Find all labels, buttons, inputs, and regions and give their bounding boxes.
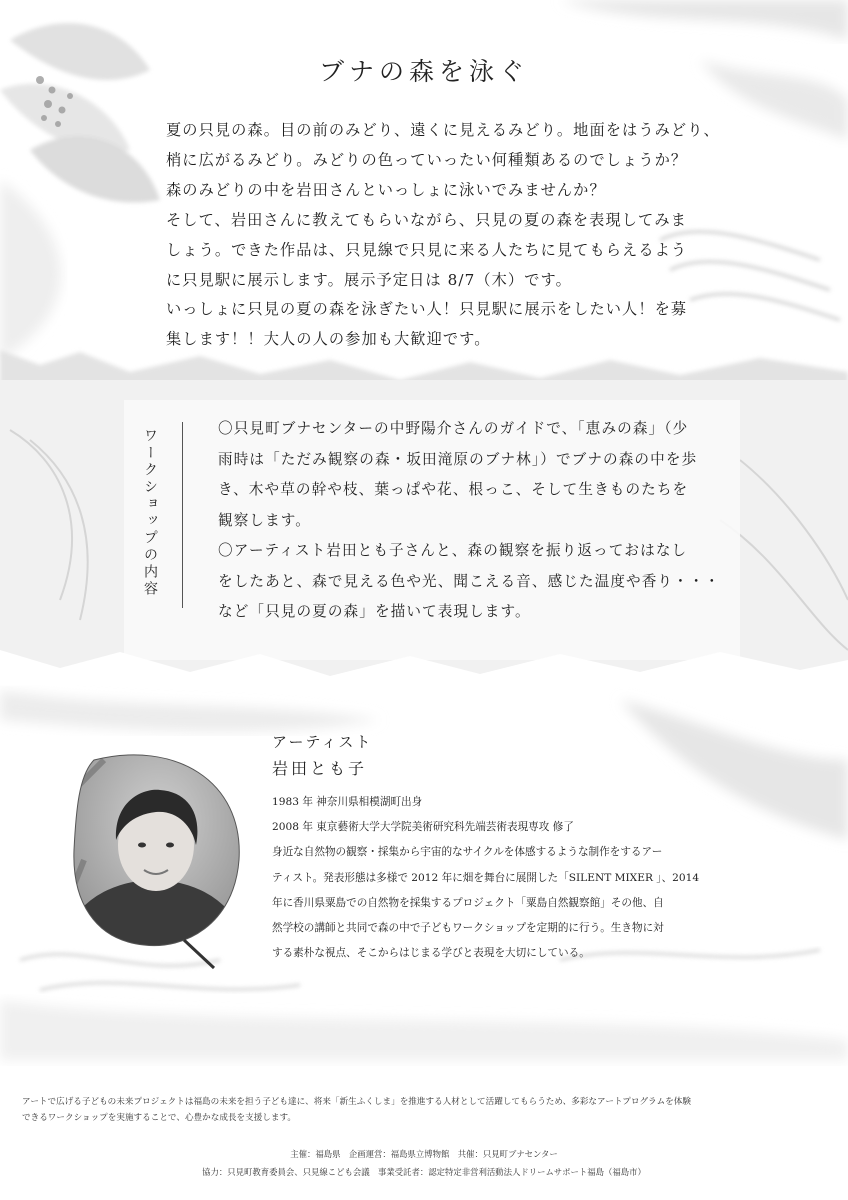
intro-line: 集します！！大人の人の参加も大歓迎です。 <box>166 330 491 349</box>
intro-line: そして、岩田さんに教えてもらいながら、只見の夏の森を表現してみま <box>166 210 687 229</box>
workshop-divider <box>182 422 183 608</box>
bio-line: 2008 年 東京藝術大学大学院美術研究科先端芸術表現専攻 修了 <box>272 821 574 834</box>
workshop-line: き、木や草の幹や枝、葉っぱや花、根っこ、そして生きものたちを <box>218 481 689 498</box>
organizer-credit: 主催：福島県 企画運営：福島県立博物館 共催：只見町ブナセンター <box>290 1149 558 1159</box>
workshop-body <box>218 414 728 628</box>
bio-line: ティスト。発表形態は多様で 2012 年に畑を舞台に展開した「SILENT MIXER 」、2014 <box>272 871 700 884</box>
intro-line: 夏の只見の森。目の前のみどり、遠くに見えるみどり。地面をはうみどり、 <box>166 121 720 139</box>
workshop-line: 観察します。 <box>218 511 311 529</box>
intro-line: しょう。できた作品は、只見線で只見に来る人たちに見てもらえるよう <box>166 240 688 259</box>
intro-line: に只見駅に展示します。展示予定日は 8/7（木）です。 <box>166 270 572 289</box>
cooperation-credit: 協力：只見町教育委員会、只見線こども会議 事業受託者：認定特定非営利活動法人ドリームサポート福島（福島市） <box>202 1167 646 1177</box>
footer-description <box>22 1094 830 1126</box>
artist-name: 岩田とも子 <box>272 759 368 778</box>
bio-line: 1983 年 神奈川県相模湖町出身 <box>272 796 423 808</box>
workshop-line: をしたあと、森で見える色や光、聞こえる音、感じた温度や香り・・・ <box>218 572 721 590</box>
bio-line: する素朴な視点、そこからはじまる学びと表現を大切にしている。 <box>272 947 590 960</box>
intro-line: 梢に広がるみどり。みどりの色っていったい何種類あるのでしょうか？ <box>166 150 688 169</box>
workshop-line: など「只見の夏の森」を描いて表現します。 <box>218 603 531 620</box>
intro-line: いっしょに只見の夏の森を泳ぎたい人！只見駅に展示をしたい人！を募 <box>166 300 688 319</box>
artist-role: アーティスト <box>272 733 373 751</box>
artist-bio <box>272 790 732 966</box>
intro-text <box>166 116 726 355</box>
page-title: ブナの森を泳ぐ <box>318 57 529 86</box>
workshop-line: 〇アーティスト岩田とも子さんと、森の観察を振り返っておはなし <box>218 542 688 559</box>
bio-line: 身近な自然物の観察・採集から宇宙的なサイクルを体感するような制作をするアー <box>272 846 663 859</box>
bio-line: 年に香川県粟島での自然物を採集するプロジェクト「粟島自然観察館」その他、自 <box>272 896 664 909</box>
artist-photo <box>64 740 254 970</box>
bio-line: 然学校の講師と共同で森の中で子どもワークショップを定期的に行う。生き物に対 <box>272 922 664 935</box>
footer-line: できるワークショップを実施することで、心豊かな成長を支援します。 <box>22 1113 296 1123</box>
footer-line: アートで広げる子どもの未来プロジェクトは福島の未来を担う子ども達に、将来「新生ふくしま」を推進する人材として活躍してもらうため、多彩なアートプログラムを体験 <box>22 1097 691 1107</box>
intro-line: 森のみどりの中を岩田さんといっしょに泳いでみませんか？ <box>166 180 606 199</box>
workshop-line: 〇只見町ブナセンターの中野陽介さんのガイドで、「恵みの森」（少 <box>218 420 689 437</box>
workshop-heading: ワークショップの内容 <box>142 428 158 598</box>
workshop-line: 雨時は「ただみ観察の森・坂田滝原のブナ林」）でブナの森の中を歩 <box>218 450 698 468</box>
